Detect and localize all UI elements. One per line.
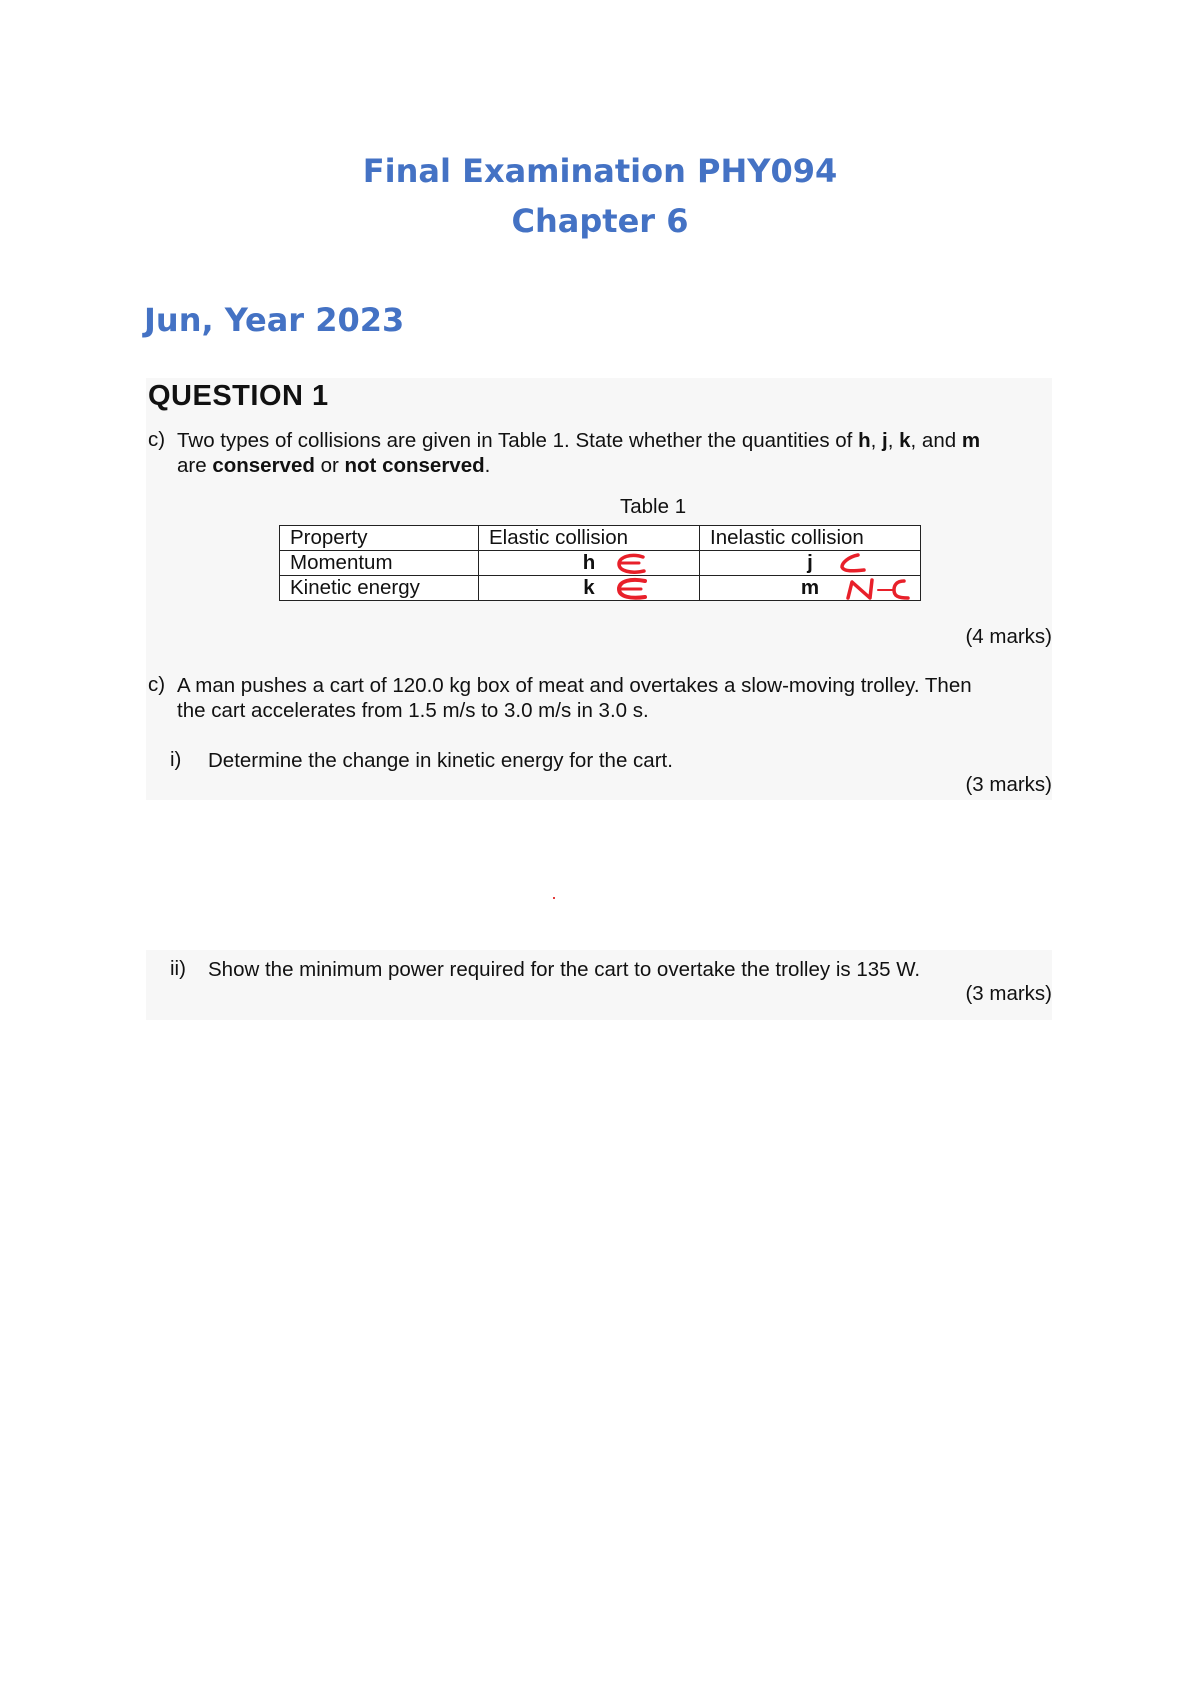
row-property: Momentum bbox=[280, 551, 479, 576]
table-header-row bbox=[280, 526, 921, 551]
cell-value: m bbox=[800, 576, 820, 599]
part-c1-text-a: Two types of collisions are given in Table 1. State whether the quantities of bbox=[177, 429, 859, 452]
conserved-word: conserved bbox=[212, 454, 315, 477]
part-c2-line2: the cart accelerates from 1.5 m/s to 3.0 m/s in 3.0 s. bbox=[177, 699, 649, 722]
sub-ii-text: Show the minimum power required for the cart to overtake the trolley is 135 W. bbox=[208, 958, 921, 981]
header-elastic: Elastic collision bbox=[479, 526, 700, 551]
row-property: Kinetic energy bbox=[280, 576, 479, 601]
text: are bbox=[177, 454, 213, 477]
table-caption: Table 1 bbox=[620, 495, 687, 518]
exam-session: Jun, Year 2023 bbox=[144, 301, 405, 339]
not-conserved-word: not conserved bbox=[344, 454, 485, 477]
stray-ink-dot bbox=[553, 897, 555, 899]
chapter-title: Chapter 6 bbox=[511, 202, 689, 240]
table-row bbox=[280, 551, 921, 576]
handwritten-answer-k bbox=[613, 576, 653, 602]
header-inelastic: Inelastic collision bbox=[700, 526, 921, 551]
sub-ii-label: ii) bbox=[170, 957, 186, 980]
sub-ii-marks: (3 marks) bbox=[965, 982, 1052, 1005]
sep: , bbox=[887, 429, 900, 452]
handwritten-answer-h bbox=[613, 551, 653, 577]
inelastic-cell bbox=[700, 576, 921, 601]
var-m: m bbox=[961, 429, 981, 452]
part-c1-label: c) bbox=[148, 428, 166, 451]
sub-i-marks: (3 marks) bbox=[965, 773, 1052, 796]
handwritten-answer-j bbox=[836, 551, 872, 577]
cell-value: h bbox=[582, 551, 596, 574]
cell-value: j bbox=[807, 551, 813, 574]
text: . bbox=[484, 454, 491, 477]
table-row bbox=[280, 576, 921, 601]
elastic-cell bbox=[479, 551, 700, 576]
elastic-cell bbox=[479, 576, 700, 601]
part-c1-line1 bbox=[177, 428, 1057, 453]
part-c2-line1: A man pushes a cart of 120.0 kg box of meat and overtakes a slow-moving trolley. Then bbox=[177, 674, 972, 697]
var-j: j bbox=[882, 429, 888, 452]
collision-table bbox=[279, 525, 921, 601]
question-heading: QUESTION 1 bbox=[148, 380, 329, 412]
sep: , bbox=[870, 429, 883, 452]
cell-value: k bbox=[583, 576, 595, 599]
document-title: Final Examination PHY094 bbox=[362, 152, 838, 190]
sub-i-label: i) bbox=[170, 748, 182, 771]
part-c1-line2 bbox=[177, 453, 1057, 478]
text: or bbox=[314, 454, 345, 477]
part-c2-label: c) bbox=[148, 673, 166, 696]
sub-i-text: Determine the change in kinetic energy for the cart. bbox=[208, 749, 673, 772]
sep: , and bbox=[910, 429, 962, 452]
part-c1-marks: (4 marks) bbox=[965, 625, 1052, 648]
header-property: Property bbox=[280, 526, 479, 551]
var-k: k bbox=[899, 429, 911, 452]
inelastic-cell bbox=[700, 551, 921, 576]
handwritten-answer-m bbox=[842, 576, 922, 602]
var-h: h bbox=[858, 429, 871, 452]
